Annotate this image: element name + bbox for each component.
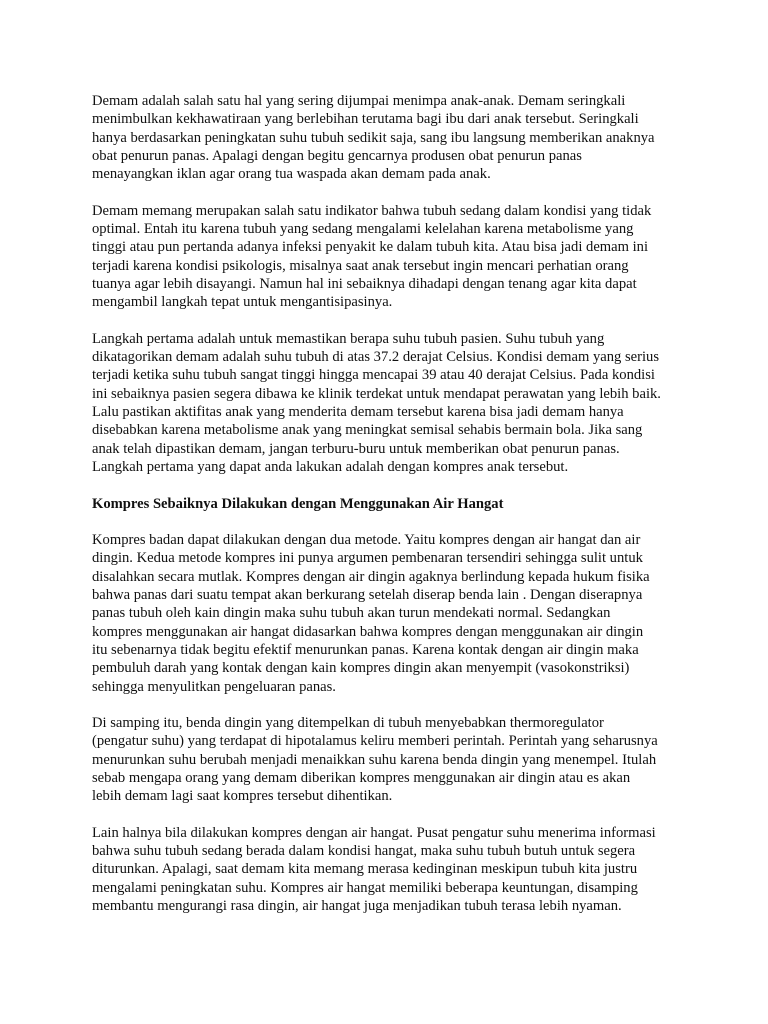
text-line: Langkah pertama yang dapat anda lakukan adalah dengan kompres anak tersebut.: [92, 458, 569, 475]
text-line: Lain halnya bila dilakukan kompres dengan air hangat. Pusat pengatur suhu menerima informasi: [92, 824, 656, 841]
paragraph-5: [92, 714, 688, 805]
text-line: itu sebenarnya tidak begitu efektif menurunkan panas. Karena kontak dengan air dingin maka: [92, 641, 639, 658]
text-line: mengambil langkah tepat untuk mengantisipasinya.: [92, 294, 393, 311]
text-line: disalahkan secara mutlak. Kompres dengan air dingin agaknya berlindung kepada hukum fisika: [92, 568, 650, 585]
section-heading: Kompres Sebaiknya Dilakukan dengan Menggunakan Air Hangat: [92, 495, 504, 512]
text-line: terjadi ketika suhu tubuh sangat tinggi hingga mencapai 39 atau 40 derajat Celsius. Pada kondisi: [92, 367, 655, 384]
text-line: bahwa suhu tubuh sedang berada dalam kondisi hangat, maka suhu tubuh butuh untuk segera: [92, 843, 636, 860]
text-line: bahwa panas dari suatu tempat akan berkurang setelah diserap benda lain . Dengan diserapnya: [92, 587, 643, 604]
paragraph-4: [92, 531, 688, 696]
text-line: ini sebaiknya pasien segera dibawa ke klinik terdekat untuk mendapat perawatan yang lebih baik.: [92, 385, 661, 402]
text-line: Di samping itu, benda dingin yang ditempelkan di tubuh menyebabkan thermoregulator: [92, 715, 604, 732]
text-line: menayangkan iklan agar orang tua waspada akan demam pada anak.: [92, 166, 491, 183]
text-line: Langkah pertama adalah untuk memastikan berapa suhu tubuh pasien. Suhu tubuh yang: [92, 330, 605, 347]
text-line: pembuluh darah yang kontak dengan kain kompres dingin akan menyempit (vasokonstriksi): [92, 660, 630, 677]
text-line: (pengatur suhu) yang terdapat di hipotalamus keliru memberi perintah. Perintah yang seharusnya: [92, 733, 658, 750]
text-line: Demam adalah salah satu hal yang sering dijumpai menimpa anak-anak. Demam seringkali: [92, 93, 626, 109]
text-line: sebab mengapa orang yang demam diberikan kompres menggunakan air dingin atau es akan: [92, 769, 631, 786]
paragraph-6: [92, 824, 688, 915]
text-line: kompres menggunakan air hangat didasarkan bahwa kompres dengan menggunakan air dingin: [92, 623, 644, 640]
text-line: Demam memang merupakan salah satu indikator bahwa tubuh sedang dalam kondisi yang tidak: [92, 202, 652, 219]
text-line: dikatagorikan demam adalah suhu tubuh di atas 37.2 derajat Celsius. Kondisi demam yang serius: [92, 349, 660, 366]
text-line: dingin. Kedua metode kompres ini punya argumen pembenaran tersendiri sehingga sulit untuk: [92, 550, 643, 567]
text-line: Lalu pastikan aktifitas anak yang menderita demam tersebut karena bisa jadi demam hanya: [92, 404, 624, 421]
text-line: tinggi atau pun pertanda adanya infeksi penyakit ke dalam tubuh kita. Atau bisa jadi demam ini: [92, 239, 649, 256]
text-line: menurunkan suhu berubah menjadi menaikkan suhu karena benda dingin yang menempel. Itulah: [92, 751, 657, 768]
paragraph-1: [92, 92, 688, 183]
text-line: diturunkan. Apalagi, saat demam kita memang merasa kedinginan meskipun tubuh kita justru: [92, 861, 638, 878]
text-line: anak telah dipastikan demam, jangan terburu-buru untuk memberikan obat penurun panas.: [92, 440, 620, 457]
text-line: hanya berdasarkan peningkatan suhu tubuh sedikit saja, sang ibu langsung memberikan anaknya: [92, 129, 655, 146]
text-line: terjadi karena kondisi psikologis, misalnya saat anak tersebut ingin mencari perhatian orang: [92, 257, 629, 274]
text-line: panas tubuh oleh kain dingin maka suhu tubuh akan turun mendekati normal. Sedangkan: [92, 605, 611, 622]
text-line: menimbulkan kekhawatiraan yang berlebihan terutama bagi ibu dari anak tersebut. Seringkali: [92, 111, 639, 128]
text-line: optimal. Entah itu karena tubuh yang sedang mengalami kelelahan karena metabolisme yang: [92, 221, 634, 238]
document-page: [92, 92, 688, 934]
paragraph-3: [92, 330, 688, 476]
text-line: obat penurun panas. Apalagi dengan begitu gencarnya produsen obat penurun panas: [92, 147, 582, 164]
text-line: tuanya agar lebih disayangi. Namun hal ini sebaiknya dihadapi dengan tenang agar kita dapat: [92, 275, 637, 292]
text-line: Kompres badan dapat dilakukan dengan dua metode. Yaitu kompres dengan air hangat dan air: [92, 532, 641, 549]
text-line: sehingga menyulitkan pengeluaran panas.: [92, 678, 336, 695]
text-line: membantu mengurangi rasa dingin, air hangat juga menjadikan tubuh terasa lebih nyaman.: [92, 898, 622, 915]
text-line: disebabkan karena metabolisme anak yang meningkat semisal sehabis bermain bola. Jika sang: [92, 422, 643, 439]
text-line: mengalami peningkatan suhu. Kompres air hangat memiliki beberapa keuntungan, disamping: [92, 879, 638, 896]
text-line: lebih demam lagi saat kompres tersebut dihentikan.: [92, 788, 393, 805]
paragraph-2: [92, 202, 688, 312]
